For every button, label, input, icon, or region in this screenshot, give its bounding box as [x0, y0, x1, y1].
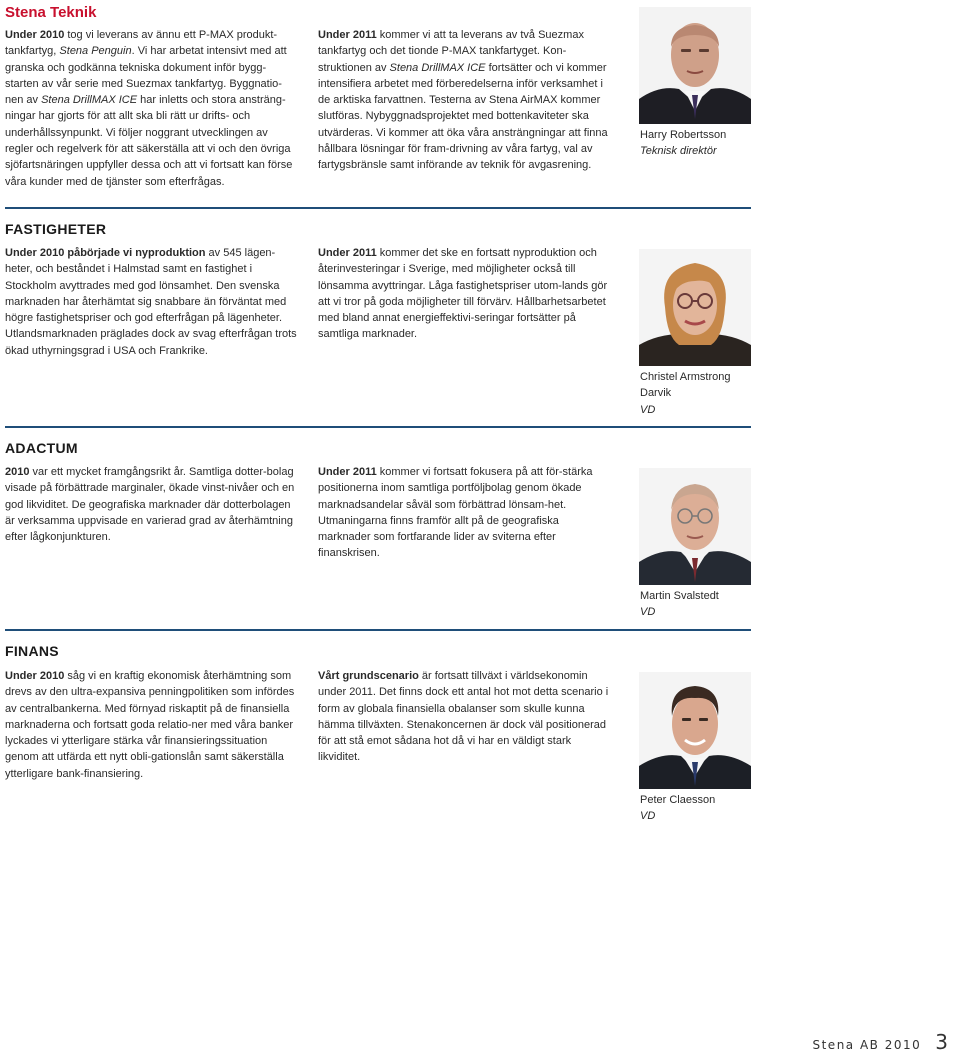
finans-right-text: är fortsatt tillväxt i världsekonomin under 2011. Det finns dock ett antal hot mot detta scenario i form av globala finansiella obalanser som skulle kunna hämma tillväxten. Stenakoncernen är dock väl positionerad för att stå emot sådana hot då vi har en väldigt stark likviditet.	[318, 670, 609, 764]
fastigheter-right-text: kommer det ske en fortsatt nyproduktion och återinvesteringar i Sverige, med möjligheter också till lönsamma avyttringar. Låga fastighetspriser utom-lands gör att vi tror på goda möjligheter till förvärv. Hållbarhetsarbetet med bland annat energieffektivi-seringar fortsätter på samtliga marknader.	[318, 247, 608, 341]
adactum-right-paragraph	[318, 464, 610, 562]
section-divider	[5, 207, 751, 209]
adactum-left-lead: 2010	[5, 466, 30, 478]
caption-peter-claesson	[640, 792, 715, 825]
adactum-left-paragraph	[5, 464, 297, 545]
section-divider	[5, 629, 751, 631]
stena-teknik-left-text-2: . Vi har arbetat intensivt med att granska och godkänna tekniska dokument inför bygg-starten av vår serie med Suezmax tankfartyg. Byggnatio-nen av	[5, 45, 287, 107]
person-name-line-1: Christel Armstrong	[640, 371, 731, 383]
fastigheter-left-paragraph	[5, 245, 297, 359]
adactum-right-text: kommer vi fortsatt fokusera på att för-stärka positionerna inom samtliga portföljbolag genom ökade marknadsandelar såväl som förbättrad lönsam-het. Utmaningarna finns framför allt på de geografiska marknader som fortfarande lider av sviterna efter finanskrisen.	[318, 466, 593, 560]
finans-right-lead: Vårt grundscenario	[318, 670, 419, 682]
stena-teknik-left-lead: Under 2010	[5, 29, 65, 41]
section-heading-adactum: ADACTUM	[5, 440, 78, 456]
portrait-photo-harry-robertsson	[639, 7, 751, 124]
fastigheter-left-text: av 545 lägen-heter, och beståndet i Halmstad samt en fastighet i Stockholm avyttrades med god lönsamhet. Den svenska marknaden har återhämtat sig snabbare än förväntat med högre fastighetspriser och god efterfrågan på lägenheter. Utlandsmarknaden präglades dock av svag efterfrågan trots ökad uthyrningsgrad i USA och Frankrike.	[5, 247, 297, 357]
stena-teknik-right-paragraph	[318, 27, 614, 174]
caption-harry-robertsson	[640, 127, 726, 160]
fastigheter-left-lead: Under 2010 påbörjade vi nyproduktion	[5, 247, 206, 259]
fastigheter-right-paragraph	[318, 245, 608, 343]
section-title-stena-teknik: Stena Teknik	[5, 4, 97, 21]
portrait-photo-martin-svalstedt	[639, 468, 751, 585]
person-role: VD	[640, 606, 656, 619]
adactum-left-text: var ett mycket framgångsrikt år. Samtliga dotter-bolag visade på förbättrade marginaler, ökade vinst-nivåer och en god likviditet. De geografiska marknader där dotterbolagen är verksamma uppvisade en varierad grad av återhämtning efter lågkonjunkturen.	[5, 466, 295, 544]
section-heading-fastigheter: FASTIGHETER	[5, 221, 107, 237]
page-footer	[812, 1030, 948, 1054]
finans-right-paragraph	[318, 668, 612, 766]
stena-teknik-left-italic-1: Stena Penguin	[59, 45, 132, 58]
stena-teknik-left-text-3: har inletts och stora ansträng-ningar har gjorts för att allt ska bli rätt ur drifts- och underhållssynpunkt. Vi följer noggrant utvecklingen av regler och regelverk för att säkerställa att vi och den övriga sjöfartsnäringen uppfyller dessa och att vi fortsatt kan förse våra kunder med de tjänster som efterfrågas.	[5, 94, 293, 188]
stena-teknik-left-text-1: tog vi leverans av ännu ett P-MAX produkt-tankfartyg,	[5, 29, 278, 58]
fastigheter-right-lead: Under 2011	[318, 247, 377, 259]
stena-teknik-right-text-1: kommer vi att ta leverans av två Suezmax tankfartyg och det tionde P-MAX tankfartyget. Kon-struktionen av	[318, 29, 584, 74]
finans-left-paragraph	[5, 668, 297, 782]
section-heading-finans: FINANS	[5, 643, 59, 659]
finans-left-lead: Under 2010	[5, 670, 65, 682]
stena-teknik-right-italic-1: Stena DrillMAX ICE	[389, 61, 486, 74]
stena-teknik-right-text-2: fortsätter och vi kommer intensifiera arbetet med förberedelserna inför verksamhet i de arktiska farvattnen. Testerna av Stena AirMAX kommer slutföras. Nybyggnadsprojektet med bottenkaviteter ska utvärderas. Vi kommer att öka våra ansträngningar att finna hållbara lösningar för fram-drivning av våra fartyg, val av fartygsbränsle samt införande av teknik för avgasrening.	[318, 61, 608, 172]
person-role: Teknisk direktör	[640, 145, 717, 158]
person-name-line-2: Darvik	[640, 387, 672, 400]
finans-left-text: såg vi en kraftig ekonomisk återhämtning som drevs av den ultra-expansiva penningpolitiken som infördes av centralbankerna. Med förnyad riskaptit på de finansiella marknaderna och fortsatt goda relatio-ner med våra banker lyckades vi ytterligare stärka vår finansieringssituation genom att utfärda ett nytt obli-gationslån samt säkerställa ytterligare bank-finansiering.	[5, 670, 295, 780]
portrait-photo-christel-armstrong-darvik	[639, 249, 751, 366]
caption-christel-armstrong-darvik	[640, 369, 730, 418]
portrait-photo-peter-claesson	[639, 672, 751, 789]
section-divider	[5, 426, 751, 428]
adactum-right-lead: Under 2011	[318, 466, 377, 478]
footer-label: Stena AB 2010	[812, 1038, 922, 1052]
stena-teknik-left-italic-2: Stena DrillMAX ICE	[41, 94, 138, 107]
person-name: Harry Robertsson	[640, 129, 727, 141]
stena-teknik-right-lead: Under 2011	[318, 29, 377, 41]
person-role: VD	[640, 810, 656, 823]
person-name: Peter Claesson	[640, 794, 716, 806]
person-name: Martin Svalstedt	[640, 590, 719, 602]
stena-teknik-left-paragraph	[5, 27, 295, 190]
caption-martin-svalstedt	[640, 588, 719, 621]
page-number: 3	[935, 1030, 948, 1054]
person-role: VD	[640, 403, 656, 416]
